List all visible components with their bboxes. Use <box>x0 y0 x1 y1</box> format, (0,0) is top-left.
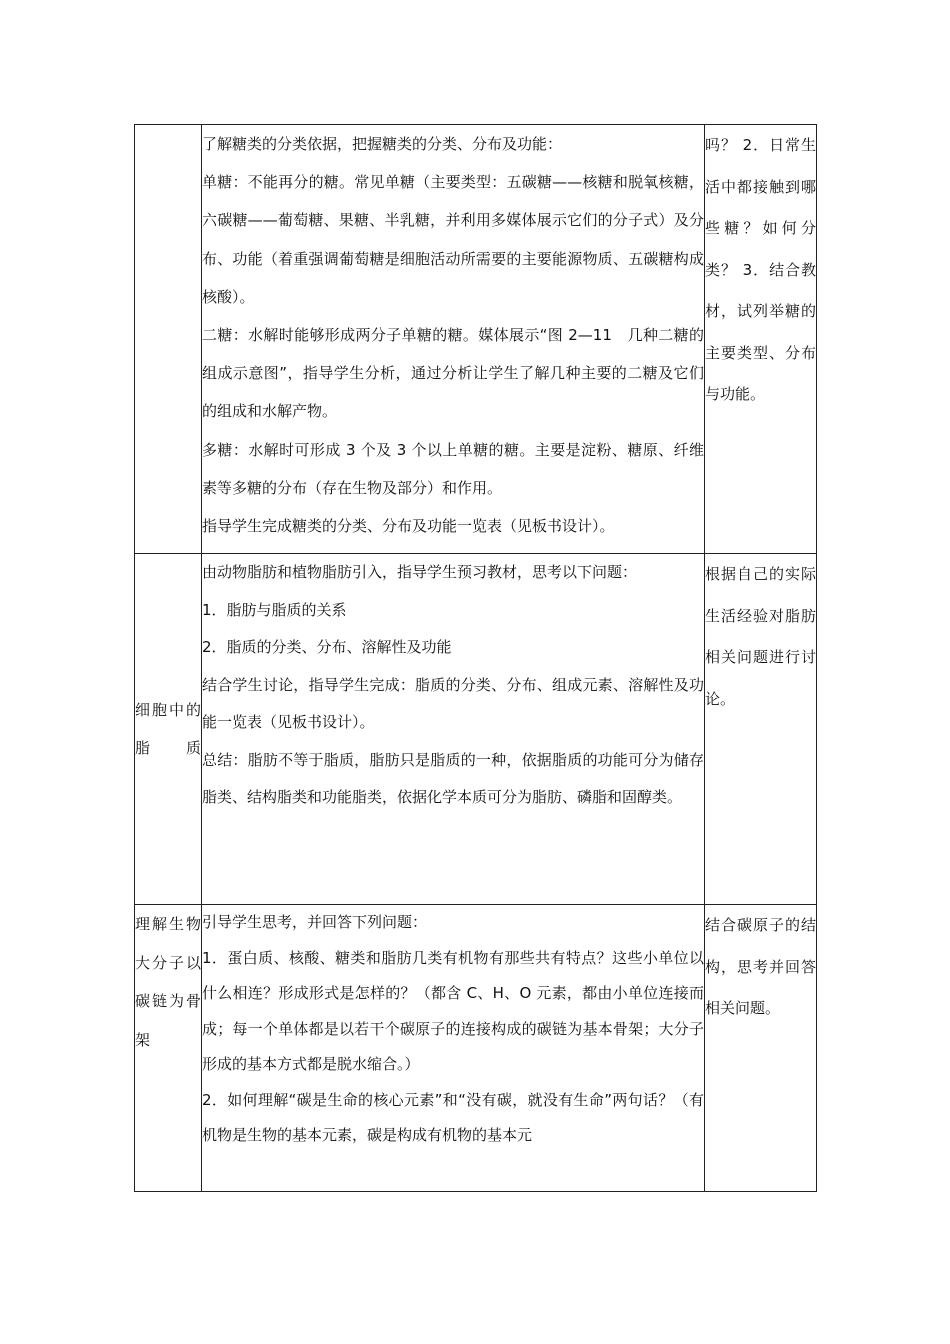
paragraph: 由动物脂肪和植物脂肪引入，指导学生预习教材，思考以下问题： <box>202 563 638 581</box>
table-row <box>135 905 817 1192</box>
table-row <box>135 125 817 554</box>
table-row <box>135 554 817 905</box>
paragraph: 单糖：不能再分的糖。常见单糖（主要类型：五碳糖——核糖和脱氧核糖，六碳糖——葡萄糖、果糖、半乳糖，并利用多媒体展示它们的分子式）及分布、功能（着重强调葡萄糖是细胞活动所需要的主要能源物质、五碳糖构成核酸）。 <box>202 173 704 306</box>
lesson-plan-table <box>134 124 817 1192</box>
paragraph: 了解糖类的分类依据，把握糖类的分类、分布及功能： <box>202 135 563 153</box>
content-cell <box>202 905 705 1192</box>
topic-cell <box>135 125 202 554</box>
paragraph: 结合学生讨论，指导学生完成：脂质的分类、分布、组成元素、溶解性及功能一览表（见板书设计）。 <box>202 675 704 731</box>
activity-cell: 结合碳原子的结构，思考并回答相关问题。 <box>705 905 817 1192</box>
paragraph: 1．蛋白质、核酸、糖类和脂肪几类有机物有那些共有特点？这些小单位以什么相连？形成形式是怎样的？（都含 C、H、O 元素，都由小单位连接而成；每一个单体都是以若干个碳原子的连接构成的碳链为基本骨架；大分子形成的基本方式都是脱水缩合。） <box>202 948 704 1073</box>
topic-cell: 理解生物大分子以碳链为骨架 <box>135 905 202 1192</box>
paragraph: 1．脂肪与脂质的关系 <box>202 600 347 619</box>
content-cell <box>202 554 705 905</box>
paragraph: 引导学生思考，并回答下列问题： <box>202 913 428 931</box>
paragraph: 指导学生完成糖类的分类、分布及功能一览表（见板书设计）。 <box>202 517 615 536</box>
activity-cell: 根据自己的实际生活经验对脂肪相关问题进行讨论。 <box>705 554 817 905</box>
paragraph: 2．如何理解“碳是生命的核心元素”和“没有碳，就没有生命”两句话？（有机物是生物的基本元素，碳是构成有机物的基本元 <box>202 1090 704 1144</box>
paragraph: 2．脂质的分类、分布、溶解性及功能 <box>202 638 452 656</box>
paragraph: 多糖：水解时可形成 3 个及 3 个以上单糖的糖。主要是淀粉、糖原、纤维素等多糖的分布（存在生物及部分）和作用。 <box>202 440 704 497</box>
paragraph: 二糖：水解时能够形成两分子单糖的糖。媒体展示“图 2—11 几种二糖的组成示意图”，指导学生分析，通过分析让学生了解几种主要的二糖及它们的组成和水解产物。 <box>202 326 704 421</box>
paragraph: 总结：脂肪不等于脂质，脂肪只是脂质的一种，依据脂质的功能可分为储存脂类、结构脂类和功能脂类，依据化学本质可分为脂肪、磷脂和固醇类。 <box>202 750 704 806</box>
content-cell <box>202 125 705 554</box>
topic-cell: 细胞中的脂质 <box>135 554 202 905</box>
activity-cell: 吗？ 2．日常生活中都接触到哪些糖？如何分类？ 3．结合教材，试列举糖的主要类型、分布与功能。 <box>705 125 817 554</box>
